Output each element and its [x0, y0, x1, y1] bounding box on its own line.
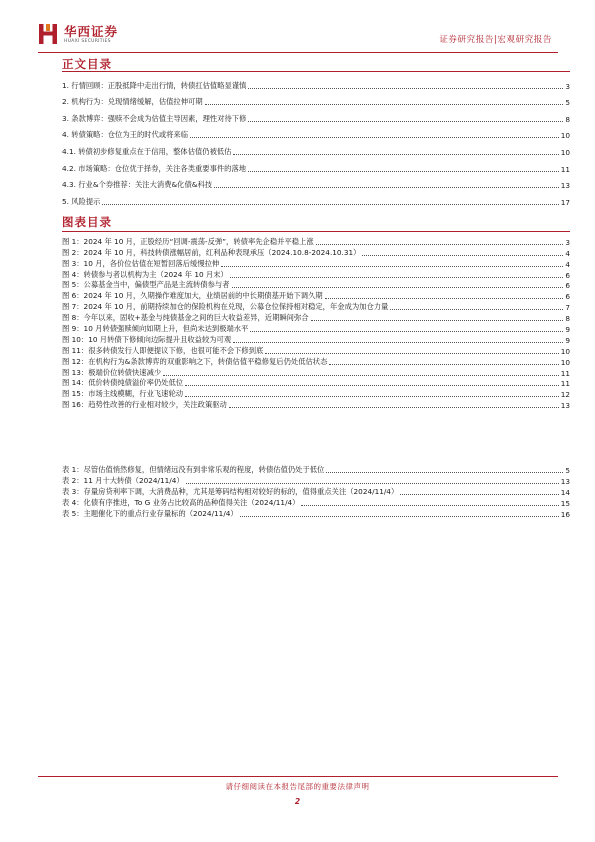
toc-entry[interactable] — [62, 280, 570, 291]
footer-divider — [38, 776, 558, 777]
toc-entry[interactable] — [62, 91, 570, 108]
toc-leader-dots — [205, 104, 564, 105]
toc-leader-dots — [400, 494, 558, 495]
toc-entry-title: 4.3. 行业&个券推荐：关注大消费&化债&科技 — [62, 180, 213, 190]
toc-entry-title: 表 4：化债有序推进，To G 业务占比较高的品种值得关注（2024/11/4） — [62, 498, 300, 508]
header-divider — [38, 52, 558, 53]
toc-entry-title: 图 11：很多转债发行人即便提议下修，也很可能不会下修到底 — [62, 345, 264, 355]
toc-entry-title: 图 2：2024 年 10 月，科技转债涨幅居前，红利品种表现承压（2024.10.8-2024.10.31） — [62, 247, 361, 257]
toc-entry-title: 4. 转债策略：仓位为王的时代或将来临 — [62, 130, 189, 140]
toc-entry-title: 表 2：11 月十大转债（2024/11/4） — [62, 476, 184, 486]
toc-entry-title: 表 1：尽管估值悄然修复，但情绪远没有到非常乐观的程度，转债估值仍处于低位 — [62, 465, 325, 475]
toc-leader-dots — [248, 88, 563, 89]
toc-entry-title: 2. 机构行为：兑现情绪缓解，估值拉伸可期 — [62, 97, 203, 107]
toc-entry-page: 17 — [560, 197, 570, 207]
toc-entry-page: 6 — [565, 292, 570, 302]
page-number: 2 — [294, 797, 301, 806]
figures-title: 图表目录 — [62, 215, 112, 229]
toc-entry[interactable] — [62, 236, 570, 247]
toc-entry-title: 3. 条款博弈：强赎不会成为估值主导因素，理性对待下修 — [62, 113, 247, 123]
toc-entry[interactable] — [62, 247, 570, 258]
toc-entry-title: 图 7：2024 年 10 月，前期持续加仓的保险机构在兑现，公募仓位保持相对稳定，年金成为加仓力量 — [62, 302, 389, 312]
toc-entry-title: 4.1. 转债初步修复重点在于信用，整体估值仍被低估 — [62, 146, 232, 156]
toc-entry[interactable] — [62, 388, 570, 399]
toc-leader-dots — [326, 472, 563, 473]
toc-entry[interactable] — [62, 508, 570, 519]
toc-leader-dots — [325, 298, 564, 299]
toc-entry-title: 4.2. 市场策略：仓位优于择券，关注各类重要事件的落地 — [62, 163, 247, 173]
toc-entry-page: 9 — [565, 325, 570, 335]
toc-leader-dots — [233, 154, 558, 155]
toc-entry-title: 图 12：在机构行为&条款博弈的双重影响之下，转债估值平稳修复后仍处低估状态 — [62, 356, 328, 366]
toc-leader-dots — [316, 244, 564, 245]
toc-entry-page: 5 — [565, 98, 570, 108]
toc-entry-page: 8 — [565, 114, 570, 124]
toc-entry-title: 图 9：10 月转债强赎倾向如期上升，但尚未达到极端水平 — [62, 324, 249, 334]
toc-entry-title: 图 15：市场主线模糊，行业飞速轮动 — [62, 389, 184, 399]
toc-entry[interactable] — [62, 367, 570, 378]
toc-entry[interactable] — [62, 464, 570, 475]
toc-entry-page: 9 — [565, 335, 570, 345]
toc-entry[interactable] — [62, 140, 570, 157]
toc-entry-page: 11 — [560, 379, 570, 389]
figures-divider — [62, 231, 570, 232]
toc-entry-page: 8 — [565, 314, 570, 324]
toc-entry[interactable] — [62, 378, 570, 389]
toc-leader-dots — [190, 137, 559, 138]
toc-leader-dots — [329, 364, 558, 365]
toc-entry[interactable] — [62, 345, 570, 356]
toc-entry-title: 图 1：2024 年 10 月，正股经历“回调-震荡-反弹”，转债率先企稳并平稳上涨 — [62, 236, 314, 246]
toc-entry[interactable] — [62, 475, 570, 486]
toc-entry-page: 5 — [565, 466, 570, 476]
toc-leader-dots — [232, 287, 564, 288]
toc-entry[interactable] — [62, 74, 570, 91]
toc-entry-page: 12 — [560, 390, 570, 400]
toc-leader-dots — [362, 255, 563, 256]
toc-entry[interactable] — [62, 334, 570, 345]
toc-entry-title: 图 6：2024 年 10 月，久期操作难度加大，业绩居前的中长期债基开始下调久期 — [62, 291, 323, 301]
toc-leader-dots — [233, 342, 563, 343]
brand-name: 华西证券 — [64, 24, 119, 39]
toc-entry[interactable] — [62, 312, 570, 323]
toc-leader-dots — [265, 353, 558, 354]
toc-entry[interactable] — [62, 399, 570, 410]
contents-list — [62, 74, 570, 207]
toc-entry-title: 图 3：10 月，各价位估值在短暂回落后缓慢拉伸 — [62, 258, 220, 268]
toc-entry-title: 1. 行情回顾：正股抵降中走出行情，转债扛估值略显谨慎 — [62, 80, 247, 90]
toc-entry-title: 图 16：趋势性改善的行业相对较少，关注政策驱动 — [62, 400, 227, 410]
toc-entry-title: 图 13：极端价位转债快速减少 — [62, 367, 162, 377]
toc-entry-title: 图 8：今年以来，固收+基金与纯债基金之间的巨大收益差异，近期瞬间弥合 — [62, 313, 309, 323]
toc-leader-dots — [214, 187, 559, 188]
toc-entry-page: 4 — [565, 248, 570, 258]
toc-entry-title: 图 10：10 月转债下修倾向边际提升且收益较为可观 — [62, 334, 232, 344]
toc-entry-title: 表 5：主题催化下的重点行业存量标的（2024/11/4） — [62, 509, 238, 519]
page-header — [0, 0, 595, 60]
toc-entry-page: 16 — [560, 510, 570, 520]
toc-entry-page: 10 — [560, 346, 570, 356]
toc-entry[interactable] — [62, 174, 570, 191]
toc-entry-page: 6 — [565, 270, 570, 280]
report-type-label: 证券研究报告|宏观研究报告 — [439, 35, 552, 45]
toc-entry-page: 10 — [560, 357, 570, 367]
toc-entry-page: 11 — [560, 164, 570, 174]
tables-list — [62, 464, 570, 519]
toc-entry[interactable] — [62, 269, 570, 280]
toc-leader-dots — [301, 505, 558, 506]
toc-entry[interactable] — [62, 190, 570, 207]
toc-entry-page: 11 — [560, 368, 570, 378]
toc-leader-dots — [185, 396, 559, 397]
toc-leader-dots — [250, 331, 563, 332]
toc-leader-dots — [229, 407, 559, 408]
toc-entry[interactable] — [62, 290, 570, 301]
toc-entry-page: 7 — [565, 303, 570, 313]
toc-entry-page: 3 — [565, 237, 570, 247]
toc-entry-page: 14 — [560, 488, 570, 498]
toc-entry-page: 13 — [560, 181, 570, 191]
toc-entry[interactable] — [62, 301, 570, 312]
toc-entry[interactable] — [62, 107, 570, 124]
toc-entry[interactable] — [62, 356, 570, 367]
toc-leader-dots — [186, 483, 559, 484]
toc-leader-dots — [102, 204, 558, 205]
legal-disclaimer-note: 请仔细阅读在本报告尾部的重要法律声明 — [225, 782, 370, 791]
toc-leader-dots — [311, 320, 564, 321]
toc-leader-dots — [248, 121, 563, 122]
toc-leader-dots — [185, 385, 559, 386]
toc-leader-dots — [240, 516, 559, 517]
toc-entry-title: 表 3：存量房贷利率下调，大消费品种，尤其是筹码结构相对较好的标的，值得重点关注（2024/11/4） — [62, 487, 399, 497]
toc-entry-page: 13 — [560, 401, 570, 411]
toc-leader-dots — [230, 277, 564, 278]
contents-divider — [62, 71, 570, 72]
brand-name-en: HUAXI SECURITIES — [64, 39, 111, 44]
toc-entry-page: 13 — [560, 477, 570, 487]
toc-entry-page: 4 — [565, 259, 570, 269]
toc-leader-dots — [390, 309, 563, 310]
toc-entry-page: 3 — [565, 81, 570, 91]
toc-leader-dots — [163, 375, 559, 376]
toc-entry-title: 图 14：低价转债纯债溢价率仍处低位 — [62, 378, 184, 388]
toc-entry[interactable] — [62, 323, 570, 334]
toc-entry[interactable] — [62, 497, 570, 508]
toc-leader-dots — [248, 171, 559, 172]
figures-list — [62, 236, 570, 410]
toc-leader-dots — [221, 266, 563, 267]
toc-entry[interactable] — [62, 258, 570, 269]
toc-entry-title: 图 4：转债参与者以机构为主（2024 年 10 月末） — [62, 269, 228, 279]
toc-entry[interactable] — [62, 124, 570, 141]
toc-entry-page: 15 — [560, 499, 570, 509]
toc-entry-title: 5. 风险提示 — [62, 196, 101, 206]
toc-entry[interactable] — [62, 486, 570, 497]
toc-entry-title: 图 5：公募基金当中，偏债型产品是主流转债参与者 — [62, 280, 230, 290]
toc-entry-page: 10 — [560, 131, 570, 141]
toc-entry-page: 10 — [560, 147, 570, 157]
contents-title: 正文目录 — [62, 57, 112, 71]
huaxi-logo-icon — [38, 23, 58, 45]
toc-entry-page: 6 — [565, 281, 570, 291]
toc-entry[interactable] — [62, 157, 570, 174]
